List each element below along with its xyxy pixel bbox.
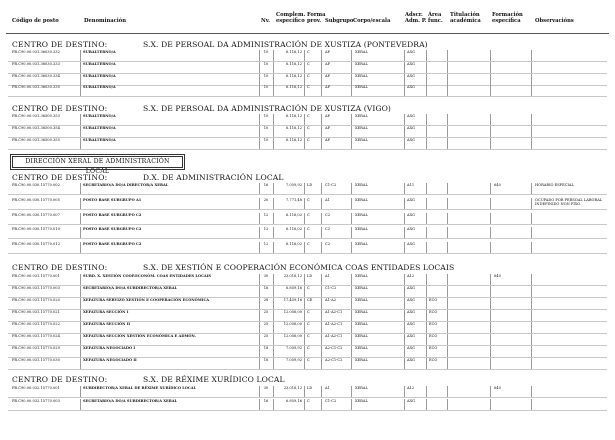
cell-adscricion: A12: [407, 386, 415, 390]
cell-forma: C: [307, 322, 310, 326]
cell-nivel: 18: [263, 346, 269, 350]
cell-subgrupo: C1-C2: [325, 183, 337, 187]
cell-subgrupo: A1-A2-C1: [325, 310, 343, 314]
cell-codigo: PR.C90.00.031.15770.029: [12, 346, 60, 350]
cell-codigo: PR.C90.00.030.15770.007: [12, 212, 60, 217]
centro-destino-name: D.X. DE ADMINISTRACIÓN LOCAL: [143, 173, 284, 182]
cell-codigo: PR.C90.00.030.15770.005: [12, 197, 60, 202]
table-row: [0, 198, 615, 210]
table-row: [0, 346, 615, 358]
cell-adscricion: AXG: [407, 212, 416, 217]
cell-forma: LD: [307, 183, 313, 187]
cell-complemento: 6.116,12: [285, 73, 302, 78]
cell-corpo: XERAL: [355, 197, 368, 202]
cell-nivel: 10: [263, 114, 269, 118]
cell-nivel: 20: [263, 197, 269, 202]
cell-codigo: PR.C90.00.031.36500.353: [12, 114, 60, 118]
cell-corpo: XERAL: [355, 85, 368, 90]
cell-nivel: 10: [263, 85, 269, 90]
cell-codigo: PR.C90.00.031.36030.334: [12, 73, 60, 78]
cell-nivel: 16: [263, 183, 269, 187]
cell-corpo: XERAL: [355, 227, 368, 232]
cell-forma: C: [307, 358, 310, 362]
cell-forma: C: [307, 61, 310, 66]
table-row: [0, 274, 615, 286]
table-row: [0, 358, 615, 370]
cell-complemento: 23.016,12: [283, 274, 302, 278]
section-heading: [12, 375, 607, 384]
cell-complemento: 7.771,48: [285, 197, 302, 202]
table-row: [0, 334, 615, 346]
cell-forma: C: [307, 50, 310, 54]
table-row: [0, 242, 615, 254]
cell-nivel: 25: [263, 310, 269, 314]
cell-codigo: PR.C90.00.030.15770.002: [12, 183, 60, 187]
cell-subgrupo: A2-C1-C2: [325, 358, 343, 362]
cell-denominacion: SUBALTERNO/A: [83, 73, 116, 78]
cell-denominacion: POSTO BASE SUBGRUPO C2: [83, 242, 142, 247]
table-row: [0, 213, 615, 225]
cell-nivel: 12: [263, 227, 269, 232]
cell-denominacion: SUBALTERNO/A: [83, 137, 116, 142]
cell-area: ECO: [429, 310, 438, 314]
cell-subgrupo: A1-A2: [325, 298, 336, 302]
cell-complemento: 6.116,02: [285, 212, 302, 217]
cell-denominacion: SUBALTERNO/A: [83, 85, 116, 90]
cell-adscricion: AXG: [407, 114, 416, 118]
row-divider: [8, 224, 607, 225]
cell-corpo: XERAL: [355, 322, 368, 326]
table-row: [0, 298, 615, 310]
cell-codigo: PR.C90.00.031.36030.332: [12, 50, 60, 54]
cell-formacion: 640: [494, 274, 501, 278]
table-row: [0, 322, 615, 334]
section-heading: [12, 104, 607, 113]
row-divider: [8, 253, 607, 254]
cell-subgrupo: A1-A2-C1: [325, 322, 343, 326]
header-nv: Nv.: [261, 18, 271, 24]
cell-complemento: 6.859,16: [285, 286, 302, 290]
cell-adscricion: AXG: [407, 137, 416, 142]
cell-corpo: XERAL: [355, 386, 368, 390]
cell-adscricion: AXG: [407, 298, 416, 302]
cell-corpo: XERAL: [355, 183, 368, 187]
cell-adscricion: AXG: [407, 286, 416, 290]
cell-forma: C: [307, 73, 310, 78]
cell-subgrupo: C2: [325, 227, 331, 232]
section-heading: [12, 40, 607, 49]
table-row: [0, 114, 615, 126]
cell-corpo: XERAL: [355, 50, 368, 54]
header-forma-2: prov.: [307, 18, 322, 24]
cell-corpo: XERAL: [355, 242, 368, 247]
cell-denominacion: XEFATURA SERVIZO XESTIÓN E COOPERACIÓN ECONÓMICA: [83, 298, 210, 302]
cell-subgrupo: A1: [325, 274, 330, 278]
cell-subgrupo: AP: [325, 85, 331, 90]
cell-observacions: OCUPADO POR PERSOAL LABORAL INDEFINIDO NON FIXO.: [535, 197, 603, 207]
table-row: [0, 183, 615, 195]
cell-denominacion: POSTO BASE SUBGRUPO A1: [83, 197, 142, 202]
header-codigo: Código de posto: [12, 18, 59, 24]
header-adscricion-1: Adscr.: [405, 12, 423, 18]
cell-subgrupo: AP: [325, 73, 331, 78]
cell-adscricion: AXG: [407, 334, 416, 338]
table-row: [0, 227, 615, 239]
table-row: [0, 85, 615, 97]
cell-complemento: 6.116,12: [285, 114, 302, 118]
cell-forma: C: [307, 125, 310, 130]
cell-codigo: PR.C90.00.032.15770.003: [12, 399, 60, 403]
cell-adscricion: AXG: [407, 73, 416, 78]
cell-complemento: 6.116,12: [285, 137, 302, 142]
cell-forma: C: [307, 286, 310, 290]
cell-codigo: PR.C90.00.031.15770.030: [12, 358, 60, 362]
table-row: [0, 74, 615, 86]
cell-complemento: 6.116,12: [285, 85, 302, 90]
cell-nivel: 12: [263, 212, 269, 217]
row-divider: [8, 238, 607, 239]
cell-codigo: PR.C90.00.030.15770.012: [12, 242, 60, 247]
cell-subgrupo: AP: [325, 114, 331, 118]
cell-forma: C: [307, 242, 310, 247]
cell-area: ECO: [429, 346, 438, 350]
centro-destino-name: S.X. DE RÉXIME XURÍDICO LOCAL: [143, 375, 285, 384]
cell-nivel: 30: [263, 386, 269, 390]
cell-adscricion: AXG: [407, 125, 416, 130]
cell-formacion: 640: [494, 386, 501, 390]
cell-area: ECO: [429, 322, 438, 326]
cell-forma: C: [307, 399, 310, 403]
cell-complemento: 6.116,12: [285, 50, 302, 54]
cell-denominacion: SUBD. X. XESTIÓN COOP.ECONÓM. COAS ENTIDADES LOCAIS: [83, 274, 211, 278]
cell-area: ECO: [429, 298, 438, 302]
table-row: [0, 50, 615, 62]
cell-subgrupo: AP: [325, 50, 331, 54]
cell-subgrupo: C2: [325, 212, 331, 217]
cell-codigo: PR.C90.00.031.36030.333: [12, 61, 60, 66]
cell-corpo: XERAL: [355, 125, 368, 130]
cell-denominacion: SUBALTERNO/A: [83, 125, 116, 130]
cell-corpo: XERAL: [355, 298, 368, 302]
cell-observacions: HORARIO ESPECIAL: [535, 183, 574, 187]
cell-corpo: XERAL: [355, 358, 368, 362]
cell-adscricion: AXG: [407, 50, 416, 54]
table-row: [0, 386, 615, 398]
cell-complemento: 17.459,16: [283, 298, 302, 302]
row-divider: [8, 194, 607, 195]
cell-denominacion: SUBALTERNO/A: [83, 114, 116, 118]
table-row: [0, 138, 615, 150]
cell-forma: C: [307, 85, 310, 90]
cell-denominacion: SUBALTERNO/A: [83, 50, 116, 54]
centro-destino-label: CENTRO DE DESTINO:: [12, 104, 108, 113]
cell-corpo: XERAL: [355, 73, 368, 78]
cell-forma: C: [307, 310, 310, 314]
cell-nivel: 10: [263, 61, 269, 66]
table-row: [0, 62, 615, 74]
direction-box: DIRECCIÓN XERAL DE ADMINISTRACIÓN LOCAL: [12, 156, 183, 168]
cell-forma: C: [307, 197, 310, 202]
header-titulacion-2: académica: [450, 18, 481, 24]
cell-corpo: XERAL: [355, 286, 368, 290]
cell-codigo: PR.C90.00.031.36500.355: [12, 137, 60, 142]
cell-complemento: 7.059,92: [285, 358, 302, 362]
section-heading: [12, 173, 607, 182]
cell-complemento: 12.056,00: [283, 310, 302, 314]
header-adscricion-2: Adm. P.: [405, 18, 427, 24]
cell-area: ECO: [429, 334, 438, 338]
header-divider: [6, 33, 609, 34]
header-area-1: Área: [428, 12, 442, 18]
cell-adscricion: AXG: [407, 346, 416, 350]
cell-corpo: XERAL: [355, 114, 368, 118]
cell-codigo: PR.C90.00.031.15770.022: [12, 322, 60, 326]
header-titulacion-1: Titulación: [450, 12, 480, 18]
row-divider: [8, 397, 607, 398]
cell-adscricion: AXG: [407, 242, 416, 247]
header-subgrupo: Subgrupo: [325, 18, 354, 24]
row-divider: [8, 96, 607, 97]
cell-corpo: XERAL: [355, 399, 368, 403]
cell-forma: C: [307, 114, 310, 118]
cell-corpo: XERAL: [355, 61, 368, 66]
cell-subgrupo: C1-C2: [325, 399, 337, 403]
cell-complemento: 23.016,12: [283, 386, 302, 390]
cell-denominacion: XEFATURA NEGOCIADO II: [83, 358, 137, 362]
cell-forma: C: [307, 137, 310, 142]
cell-subgrupo: C1-C2: [325, 286, 337, 290]
cell-subgrupo: A1: [325, 197, 330, 202]
header-complemento-2: específico: [276, 18, 305, 24]
centro-destino-name: S.X. DE PERSOAL DA ADMINISTRACIÓN DE XUSTIZA (VIGO): [143, 104, 391, 113]
cell-area: ECO: [429, 358, 438, 362]
cell-subgrupo: C2: [325, 242, 331, 247]
cell-subgrupo: A1: [325, 386, 330, 390]
cell-nivel: 10: [263, 50, 269, 54]
cell-denominacion: SECRETARIO/A DO/A SUBDIRECTOR/A XERAL: [83, 399, 178, 403]
centro-destino-label: CENTRO DE DESTINO:: [12, 173, 108, 182]
cell-subgrupo: AP: [325, 137, 331, 142]
cell-adscricion: A11: [407, 183, 415, 187]
cell-complemento: 6.116,12: [285, 61, 302, 66]
cell-complemento: 6.859,16: [285, 399, 302, 403]
cell-corpo: XERAL: [355, 137, 368, 142]
cell-denominacion: XEFATURA SECCIÓN II: [83, 322, 131, 326]
cell-denominacion: SECRETARIO/A DO/A SUBDIRECTOR/A XERAL: [83, 286, 178, 290]
cell-corpo: XERAL: [355, 310, 368, 314]
centro-destino-name: S.X. DE XESTIÓN E COOPERACIÓN ECONÓMICA COAS ENTIDADES LOCAIS: [143, 263, 455, 272]
row-divider: [8, 209, 607, 210]
section-heading: [12, 263, 607, 272]
cell-forma: CE: [307, 298, 313, 302]
cell-codigo: PR.C90.00.031.15770.001: [12, 274, 60, 278]
cell-subgrupo: A2-C1-C2: [325, 346, 343, 350]
header-forma-1: Forma: [307, 12, 326, 18]
cell-denominacion: XEFATURA NEGOCIADO I: [83, 346, 136, 350]
table-row: [0, 286, 615, 298]
centro-destino-label: CENTRO DE DESTINO:: [12, 40, 108, 49]
cell-nivel: 10: [263, 125, 269, 130]
centro-destino-label: CENTRO DE DESTINO:: [12, 375, 108, 384]
cell-denominacion: SECRETARIO/A DO/A DIRECTOR/A XERAL: [83, 183, 169, 187]
cell-codigo: PR.C90.00.031.15770.021: [12, 310, 60, 314]
cell-forma: C: [307, 346, 310, 350]
table-header: [0, 12, 615, 34]
header-area-2: func.: [428, 18, 443, 24]
cell-codigo: PR.C90.00.031.15770.003: [12, 286, 60, 290]
cell-adscricion: AXG: [407, 358, 416, 362]
cell-formacion: 640: [494, 183, 501, 187]
table-row: [0, 126, 615, 138]
cell-subgrupo: A1-A2-C1: [325, 334, 343, 338]
cell-complemento: 6.116,02: [285, 242, 302, 247]
cell-denominacion: SUBALTERNO/A: [83, 61, 116, 66]
cell-codigo: PR.C90.00.031.36030.335: [12, 85, 60, 90]
cell-nivel: 16: [263, 286, 269, 290]
cell-codigo: PR.C90.00.031.15770.020: [12, 298, 60, 302]
cell-complemento: 12.056,00: [283, 322, 302, 326]
cell-nivel: 25: [263, 334, 269, 338]
cell-adscricion: AXG: [407, 197, 416, 202]
cell-adscricion: AXG: [407, 399, 416, 403]
table-row: [0, 399, 615, 411]
cell-codigo: PR.C90.00.032.15770.001: [12, 386, 60, 390]
cell-subgrupo: AP: [325, 61, 331, 66]
row-divider: [8, 410, 607, 411]
cell-complemento: 7.059,92: [285, 346, 302, 350]
cell-nivel: 10: [263, 137, 269, 142]
cell-corpo: XERAL: [355, 274, 368, 278]
cell-nivel: 10: [263, 73, 269, 78]
centro-destino-label: CENTRO DE DESTINO:: [12, 263, 108, 272]
table-row: [0, 310, 615, 322]
cell-forma: C: [307, 334, 310, 338]
cell-forma: LD: [307, 386, 313, 390]
cell-forma: C: [307, 227, 310, 232]
cell-nivel: 18: [263, 358, 269, 362]
cell-complemento: 6.116,02: [285, 227, 302, 232]
cell-complemento: 7.059,92: [285, 183, 302, 187]
header-complemento-1: Complem.: [276, 12, 306, 18]
cell-denominacion: POSTO BASE SUBGRUPO C2: [83, 212, 142, 217]
cell-subgrupo: AP: [325, 125, 331, 130]
cell-nivel: 12: [263, 242, 269, 247]
cell-corpo: XERAL: [355, 334, 368, 338]
header-formacion-2: específica: [492, 18, 521, 24]
cell-adscricion: AXG: [407, 322, 416, 326]
cell-denominacion: POSTO BASE SUBGRUPO C2: [83, 227, 142, 232]
cell-adscricion: AXG: [407, 61, 416, 66]
header-corpo: Corpo/escala: [353, 18, 391, 24]
centro-destino-name: S.X. DE PERSOAL DA ADMINISTRACIÓN DE XUSTIZA (PONTEVEDRA): [143, 40, 428, 49]
cell-nivel: 28: [263, 298, 269, 302]
cell-codigo: PR.C90.00.031.36500.354: [12, 125, 60, 130]
cell-forma: C: [307, 212, 310, 217]
cell-adscricion: AXG: [407, 227, 416, 232]
row-divider: [8, 369, 607, 370]
cell-forma: LD: [307, 274, 313, 278]
cell-denominacion: XEFATURA SECCIÓN I: [83, 310, 129, 314]
cell-adscricion: A12: [407, 274, 415, 278]
header-observacions: Observacións: [535, 18, 574, 24]
cell-corpo: XERAL: [355, 212, 368, 217]
cell-denominacion: SUBDIRECTOR/A XERAL DE RÉXIME XURÍDICO LOCAL: [83, 386, 197, 390]
cell-denominacion: XEFATURA SECCIÓN XESTIÓN ECONÓMICA E ADMÓN.: [83, 334, 196, 338]
cell-nivel: 16: [263, 399, 269, 403]
cell-nivel: 25: [263, 322, 269, 326]
cell-corpo: XERAL: [355, 346, 368, 350]
cell-complemento: 6.116,12: [285, 125, 302, 130]
header-formacion-1: Formación: [492, 12, 523, 18]
cell-codigo: PR.C90.00.031.15770.024: [12, 334, 60, 338]
cell-adscricion: AXG: [407, 310, 416, 314]
header-denominacion: Denominación: [84, 18, 126, 24]
cell-nivel: 30: [263, 274, 269, 278]
cell-complemento: 12.056,00: [283, 334, 302, 338]
cell-adscricion: AXG: [407, 85, 416, 90]
cell-codigo: PR.C90.00.030.15770.010: [12, 227, 60, 232]
row-divider: [8, 149, 607, 150]
